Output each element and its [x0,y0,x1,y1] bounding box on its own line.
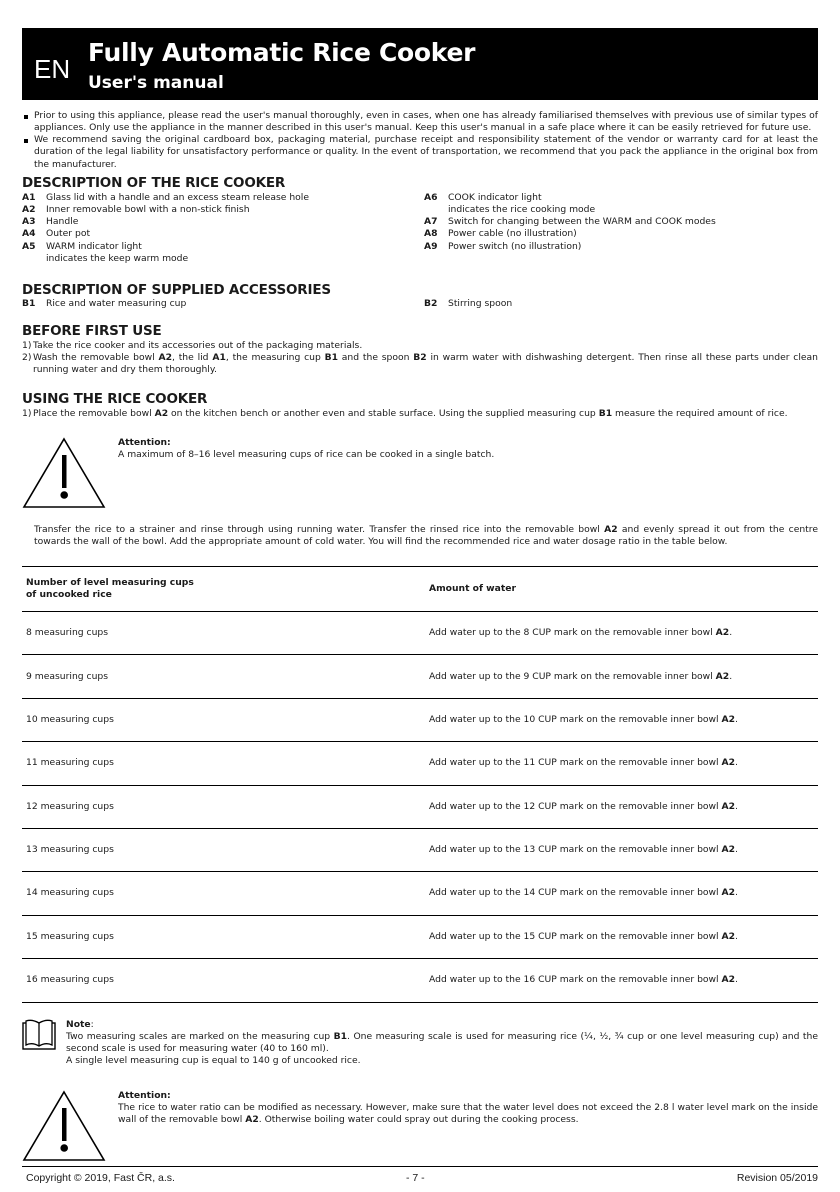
transfer-paragraph: Transfer the rice to a strainer and rinse through using running water. Transfer the rinsed rice into the removable bowl A2 and evenly spread it out from the centre towards the wall of the bowl. Add the appropriate amount of cold water. You will find the recommended rice and water dosage ratio in the table below. [34,524,818,548]
note-title: Note [66,1019,91,1030]
part-item: A3 Handle [22,216,79,228]
part-item: A4 Outer pot [22,228,91,240]
intro-list [22,110,818,171]
part-item: A5 WARM indicator light indicates the keep warm mode [22,240,189,264]
revision-text: Revision 05/2019 [736,1172,818,1184]
table-row: 15 measuring cups Add water up to the 15 CUP mark on the removable inner bowl A2. [22,915,818,958]
section-title-description: DESCRIPTION OF THE RICE COOKER [22,175,286,191]
step-item: 2) Wash the removable bowl A2, the lid A1, the measuring cup B1 and the spoon B2 in warm water with dishwashing detergent. Then rinse all these parts under clean running water and dry them thoroughly. [22,352,819,376]
section-title-before-first-use: BEFORE FIRST USE [22,323,162,339]
accessory-b1: B1 Rice and water measuring cup [22,298,187,309]
intro-item: We recommend saving the original cardboard box, packaging material, purchase receipt and responsibility statement of the vendor or warranty card for at least the duration of the legal liability for unsatisfactory performance or quality. In the event of transportation, we recommend that you pack the appliance in the original box from the manufacturer. [22,134,818,170]
book-icon [22,1019,56,1051]
attention-title: Attention: [118,1090,171,1101]
page-title: Fully Automatic Rice Cooker [88,38,476,67]
warning-triangle-icon [22,437,106,509]
part-item: A9 Power switch (no illustration) [424,240,582,252]
part-item: A8 Power cable (no illustration) [424,228,577,240]
step-item: 1) Place the removable bowl A2 on the kitchen bench or another even and stable surface. Using the supplied measuring cup B1 measure the required amount of rice. [22,408,788,419]
table-row: 9 measuring cups Add water up to the 9 CUP mark on the removable inner bowl A2. [22,655,818,698]
accessory-b2: B2 Stirring spoon [424,298,513,309]
intro-item: Prior to using this appliance, please read the user's manual thoroughly, even in cases, when one has already familiarised themselves with previous use of similar types of appliances. Only use the appliance in the manner described in this user's manual. Keep this user's manual in a safe place where it can be easily retrieved for future use. [22,110,818,134]
language-code: EN [34,54,71,84]
dosage-table [22,566,818,1003]
part-item: A6 COOK indicator light indicates the rice cooking mode [424,192,596,216]
attention-text: A maximum of 8–16 level measuring cups of rice can be cooked in a single batch. [118,449,495,461]
step-item: 1) Take the rice cooker and its accessories out of the packaging materials. [22,340,363,351]
copyright-text: Copyright © 2019, Fast ČR, a.s. [26,1172,175,1184]
column-header-water: Amount of water [425,567,818,612]
table-row: 13 measuring cups Add water up to the 13 CUP mark on the removable inner bowl A2. [22,828,818,871]
using-steps [22,408,818,420]
table-row: 12 measuring cups Add water up to the 12 CUP mark on the removable inner bowl A2. [22,785,818,828]
attention-title: Attention: [118,437,171,448]
page-number: - 7 - [406,1172,425,1184]
table-row: 10 measuring cups Add water up to the 10 CUP mark on the removable inner bowl A2. [22,698,818,741]
table-row: 14 measuring cups Add water up to the 14 CUP mark on the removable inner bowl A2. [22,872,818,915]
parts-list-left [22,192,422,265]
section-title-accessories: DESCRIPTION OF SUPPLIED ACCESSORIES [22,282,331,298]
part-item: A7 Switch for changing between the WARM and COOK modes [424,216,716,228]
column-header-cups: Number of level measuring cups of uncooked rice [22,567,425,612]
table-header-row [22,567,818,612]
part-item: A1 Glass lid with a handle and an excess steam release hole [22,192,310,203]
part-item: A2 Inner removable bowl with a non-stick finish [22,204,250,216]
table-row: 16 measuring cups Add water up to the 16 CUP mark on the removable inner bowl A2. [22,959,818,1002]
before-steps [22,340,818,376]
section-title-using: USING THE RICE COOKER [22,391,208,407]
page-footer [22,1166,818,1184]
page-subtitle: User's manual [88,73,224,93]
warning-triangle-icon [22,1090,106,1162]
table-row: 11 measuring cups Add water up to the 11 CUP mark on the removable inner bowl A2. [22,742,818,785]
parts-list-right [424,192,824,253]
table-row: 8 measuring cups Add water up to the 8 CUP mark on the removable inner bowl A2. [22,612,818,655]
header-banner [22,28,818,100]
